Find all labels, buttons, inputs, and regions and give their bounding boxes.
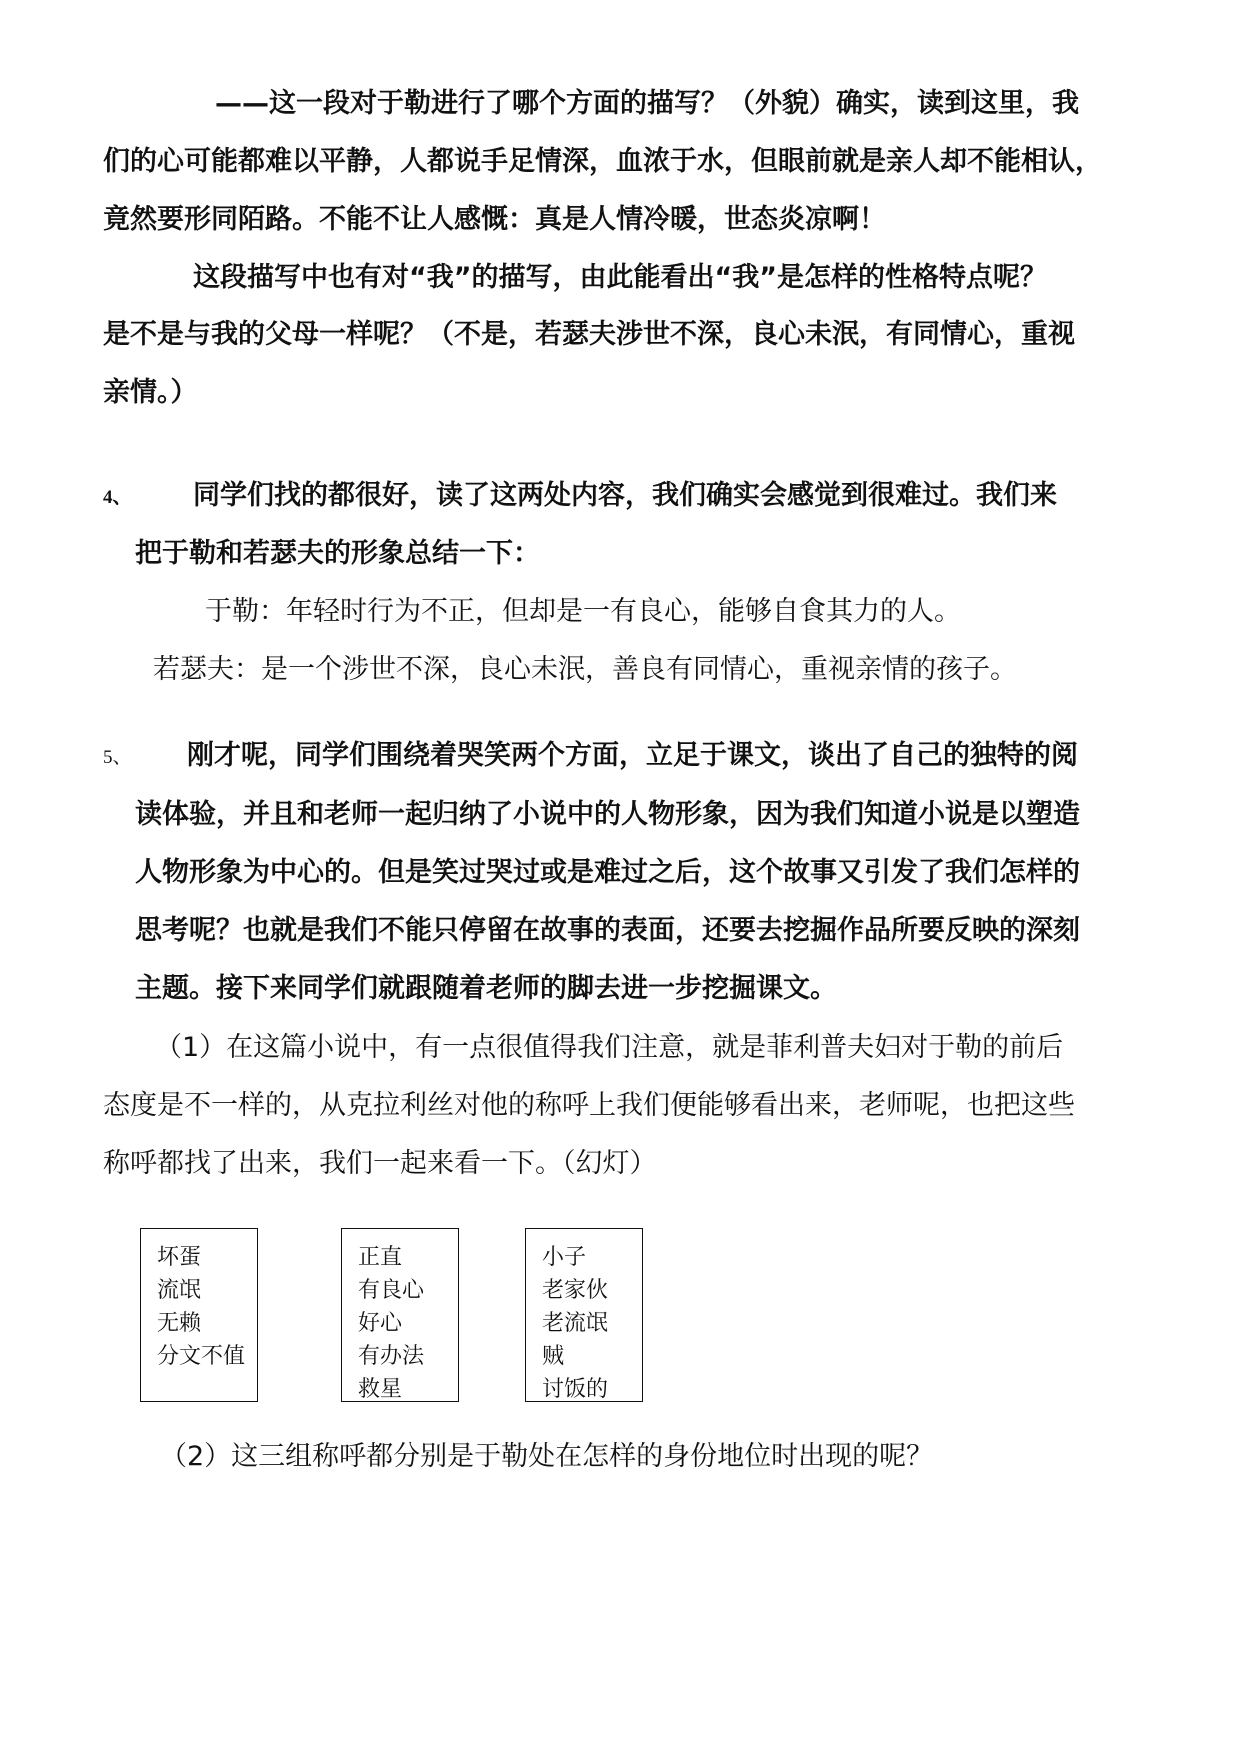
para1-line-3: 竟然要形同陌路。不能不让人感慨：真是人情冷暖，世态炎凉啊！	[103, 204, 886, 235]
q1-line-1: （1）在这篇小说中，有一点很值得我们注意，就是菲利普夫妇对于勒的前后	[155, 1032, 1064, 1063]
term: 贼	[542, 1344, 565, 1369]
term: 有良心	[358, 1278, 425, 1303]
para2-line-2: 是不是与我的父母一样呢？（不是，若瑟夫涉世不深，良心未泯，有同情心，重视	[103, 319, 1075, 350]
summary-joseph: 若瑟夫：是一个涉世不深，良心未泯，善良有同情心，重视亲情的孩子。	[153, 654, 1017, 685]
term: 坏蛋	[157, 1245, 202, 1270]
term: 老流氓	[542, 1311, 609, 1336]
item5-line-5: 主题。接下来同学们就跟随着老师的脚去进一步挖掘课文。	[135, 973, 837, 1004]
term: 分文不值	[157, 1344, 246, 1369]
para1-line-2: 们的心可能都难以平静，人都说手足情深，血浓于水，但眼前就是亲人却不能相认，	[103, 146, 1102, 177]
term: 救星	[358, 1377, 403, 1402]
item4-number: 4、	[103, 487, 132, 508]
item5-line-3: 人物形象为中心的。但是笑过哭过或是难过之后，这个故事又引发了我们怎样的	[135, 857, 1080, 888]
q1-line-3: 称呼都找了出来，我们一起来看一下。（幻灯）	[103, 1148, 657, 1179]
para1-line-1: ——这一段对于勒进行了哪个方面的描写？（外貌）确实，读到这里，我	[215, 88, 1079, 119]
term-box-positive	[341, 1228, 459, 1402]
item5-number: 5、	[103, 747, 132, 768]
term: 有办法	[358, 1344, 425, 1369]
term: 无赖	[157, 1311, 202, 1336]
term: 小子	[542, 1245, 587, 1270]
term-box-negative	[140, 1228, 258, 1402]
term: 讨饭的	[542, 1377, 609, 1402]
item5-line-4: 思考呢？也就是我们不能只停留在故事的表面，还要去挖掘作品所要反映的深刻	[135, 915, 1080, 946]
q1-line-2: 态度是不一样的，从克拉利丝对他的称呼上我们便能够看出来，老师呢，也把这些	[103, 1090, 1075, 1121]
term: 好心	[358, 1311, 403, 1336]
item5-line-2: 读体验，并且和老师一起归纳了小说中的人物形象，因为我们知道小说是以塑造	[135, 799, 1080, 830]
item4-line-1: 同学们找的都很好，读了这两处内容，我们确实会感觉到很难过。我们来	[193, 480, 1057, 511]
term: 正直	[358, 1245, 403, 1270]
para2-line-3: 亲情。）	[103, 377, 198, 408]
term: 流氓	[157, 1278, 202, 1303]
para2-line-1: 这段描写中也有对“我”的描写，由此能看出“我”是怎样的性格特点呢？	[193, 262, 1047, 293]
q2-line: （2）这三组称呼都分别是于勒处在怎样的身份地位时出现的呢？	[160, 1441, 934, 1472]
term: 老家伙	[542, 1278, 609, 1303]
summary-yule: 于勒：年轻时行为不正，但却是一有良心，能够自食其力的人。	[205, 596, 961, 627]
item4-line-2: 把于勒和若瑟夫的形象总结一下：	[135, 538, 540, 569]
item5-line-1: 刚才呢，同学们围绕着哭笑两个方面，立足于课文，谈出了自己的独特的阅	[187, 740, 1078, 771]
term-box-contempt	[525, 1228, 643, 1402]
